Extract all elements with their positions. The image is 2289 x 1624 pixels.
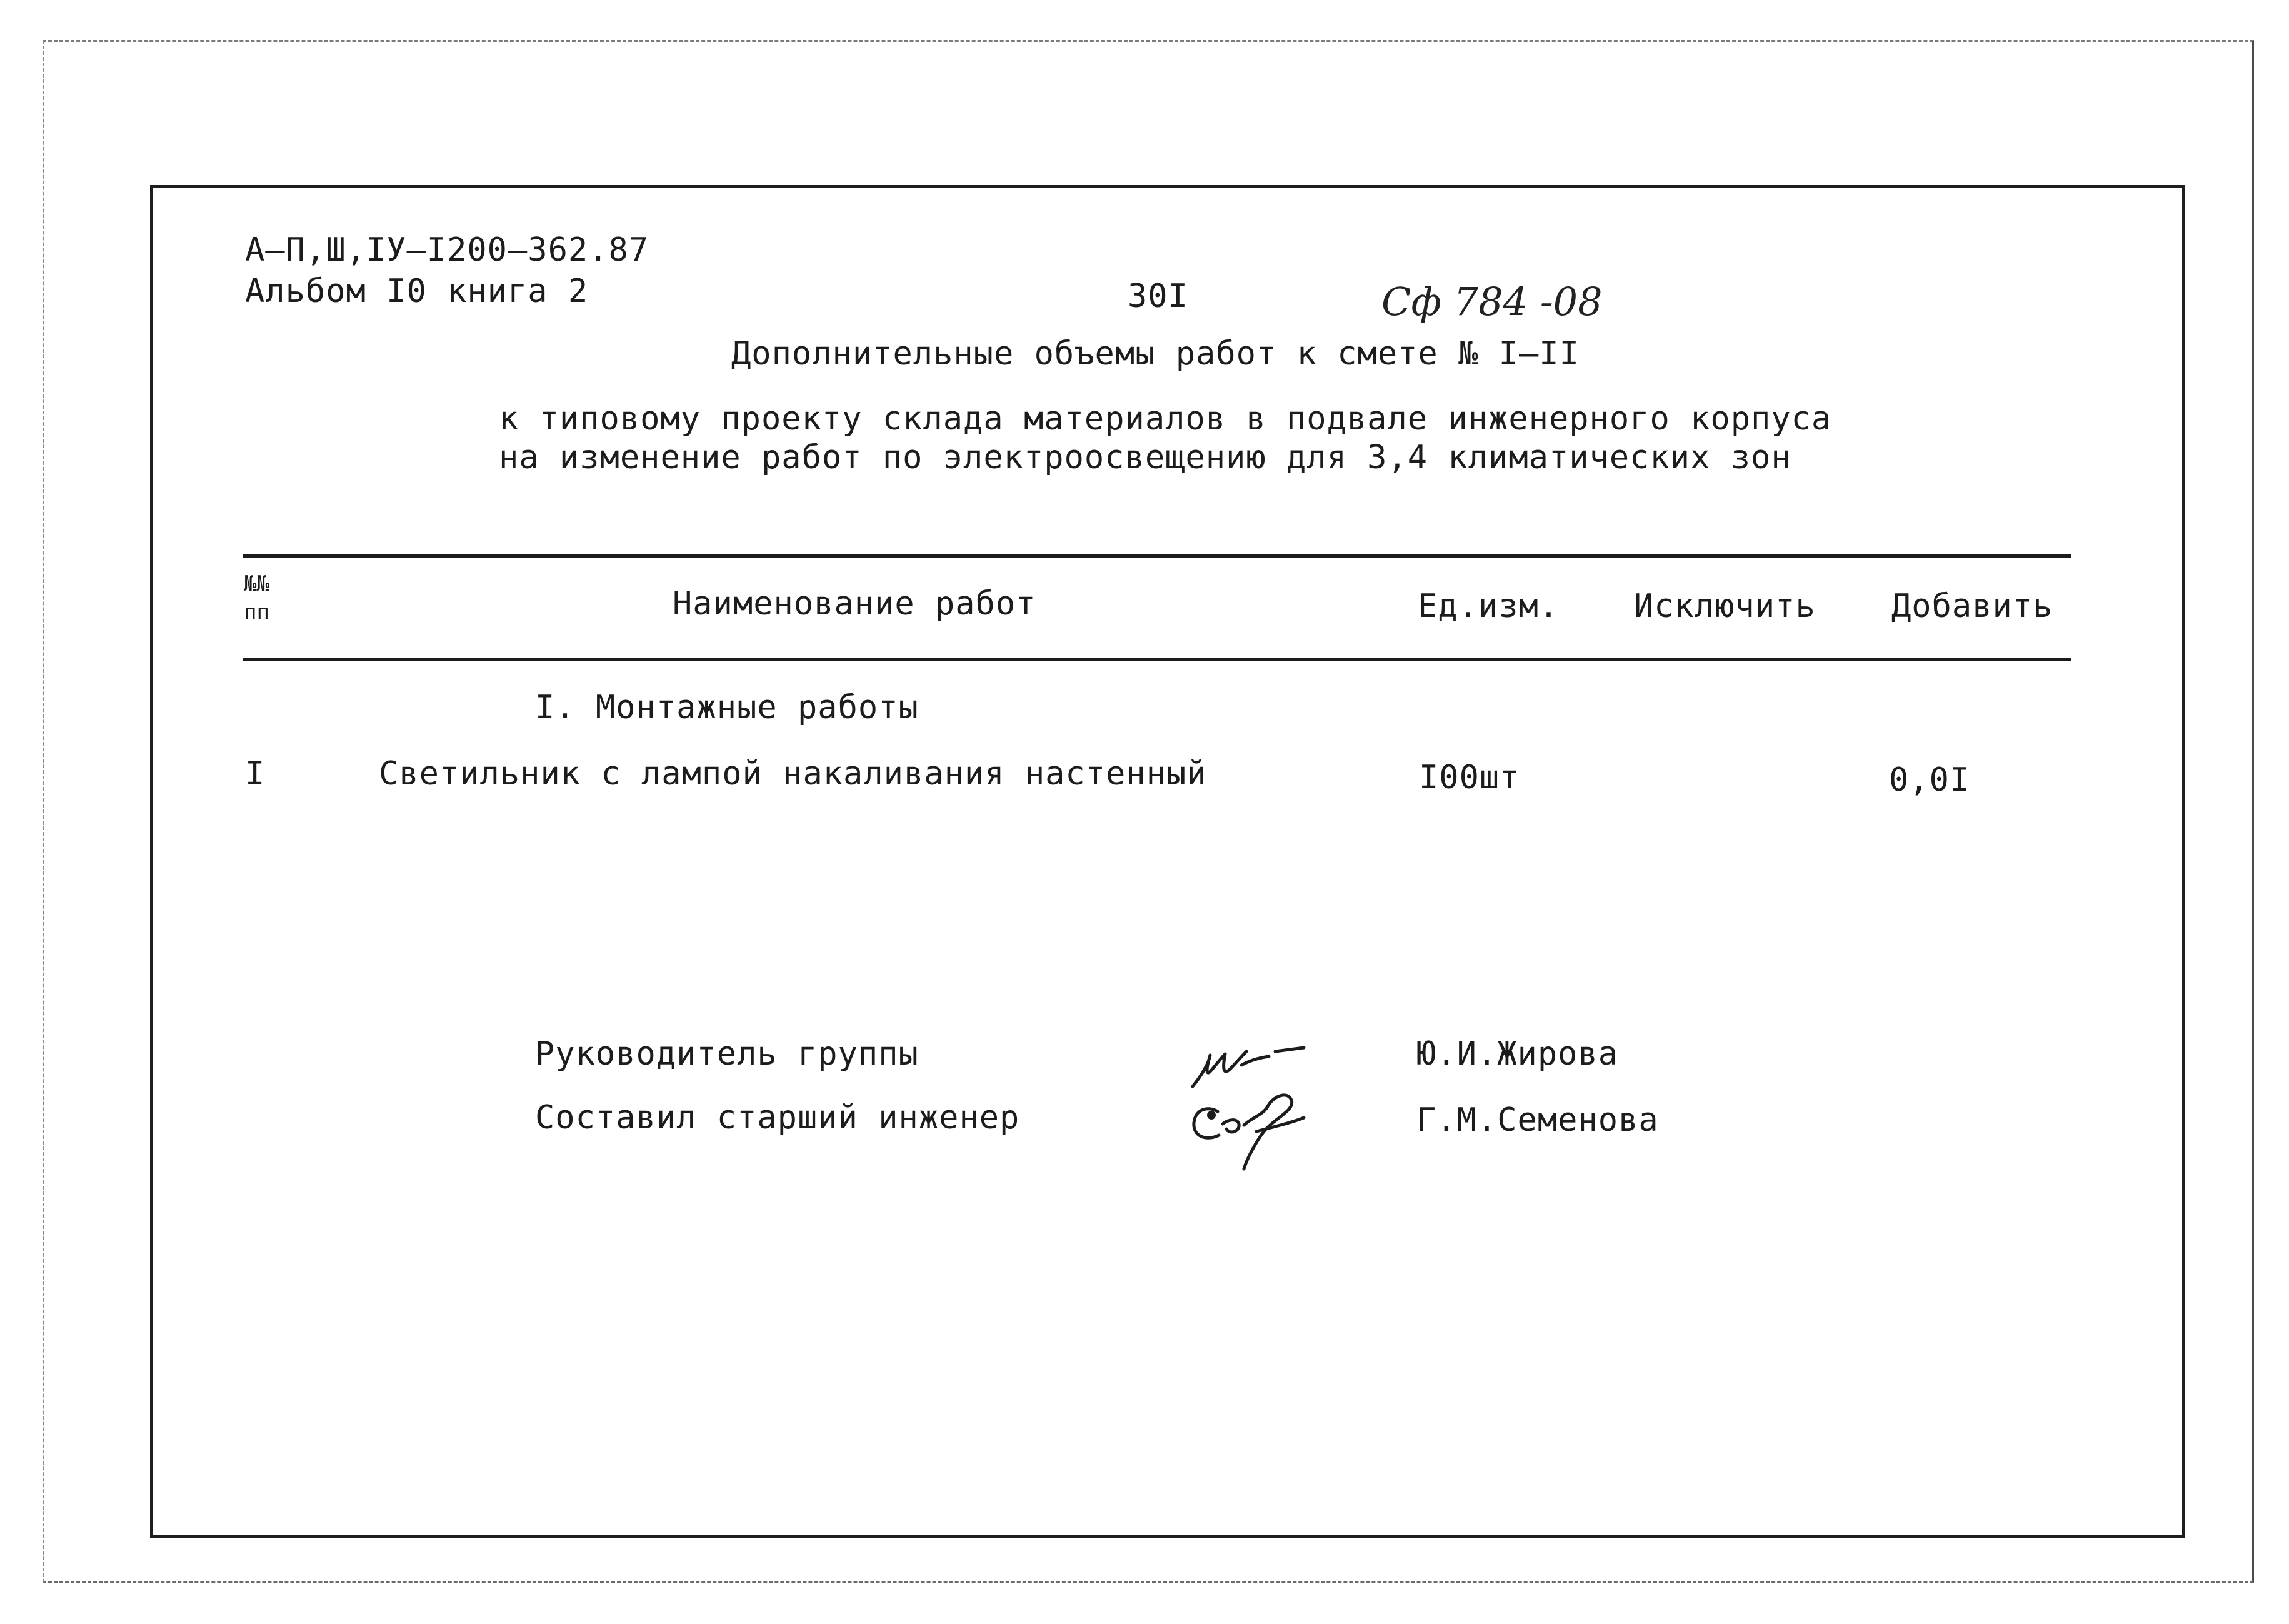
subtitle-line-2: на изменение работ по электроосвещению для 3,4 климатических зон — [499, 439, 1791, 476]
column-header-name: Наименование работ — [673, 585, 1036, 623]
signature-role-2: Составил старший инженер — [535, 1099, 1020, 1136]
signature-name-1: Ю.И.Жирова — [1416, 1035, 1619, 1073]
row-add: 0,0І — [1889, 761, 1970, 799]
handwritten-signature — [1181, 1038, 1369, 1194]
table-top-rule — [243, 554, 2071, 558]
page-number: 30І — [1128, 278, 1188, 315]
document-code: А–П,Ш,ІУ–І200–362.87 — [245, 231, 649, 269]
signature-role-1: Руководитель группы — [535, 1035, 919, 1073]
document-title: Дополнительные объемы работ к смете № І–ІІ — [731, 335, 1580, 373]
row-unit: І00шт — [1419, 759, 1520, 796]
table-header-rule — [243, 658, 2071, 661]
column-header-num-2: пп — [244, 600, 269, 625]
album-label: Альбом І0 книга 2 — [245, 273, 589, 310]
row-num: І — [245, 755, 266, 793]
column-header-exclude: Исключить — [1634, 588, 1816, 625]
column-header-unit: Ед.изм. — [1418, 588, 1560, 625]
stamp-number: Сф 784 -08 — [1381, 279, 1603, 324]
signature-name-2: Г.М.Семенова — [1416, 1101, 1659, 1139]
column-header-num-1: №№ — [244, 571, 269, 596]
row-name: Светильник с лампой накаливания настенный — [379, 755, 1207, 793]
section-title: І. Монтажные работы — [535, 689, 919, 726]
column-header-add: Добавить — [1891, 588, 2053, 625]
inner-frame — [150, 185, 2185, 1538]
subtitle-line-1: к типовому проекту склада материалов в подвале инженерного корпуса — [499, 400, 1832, 438]
